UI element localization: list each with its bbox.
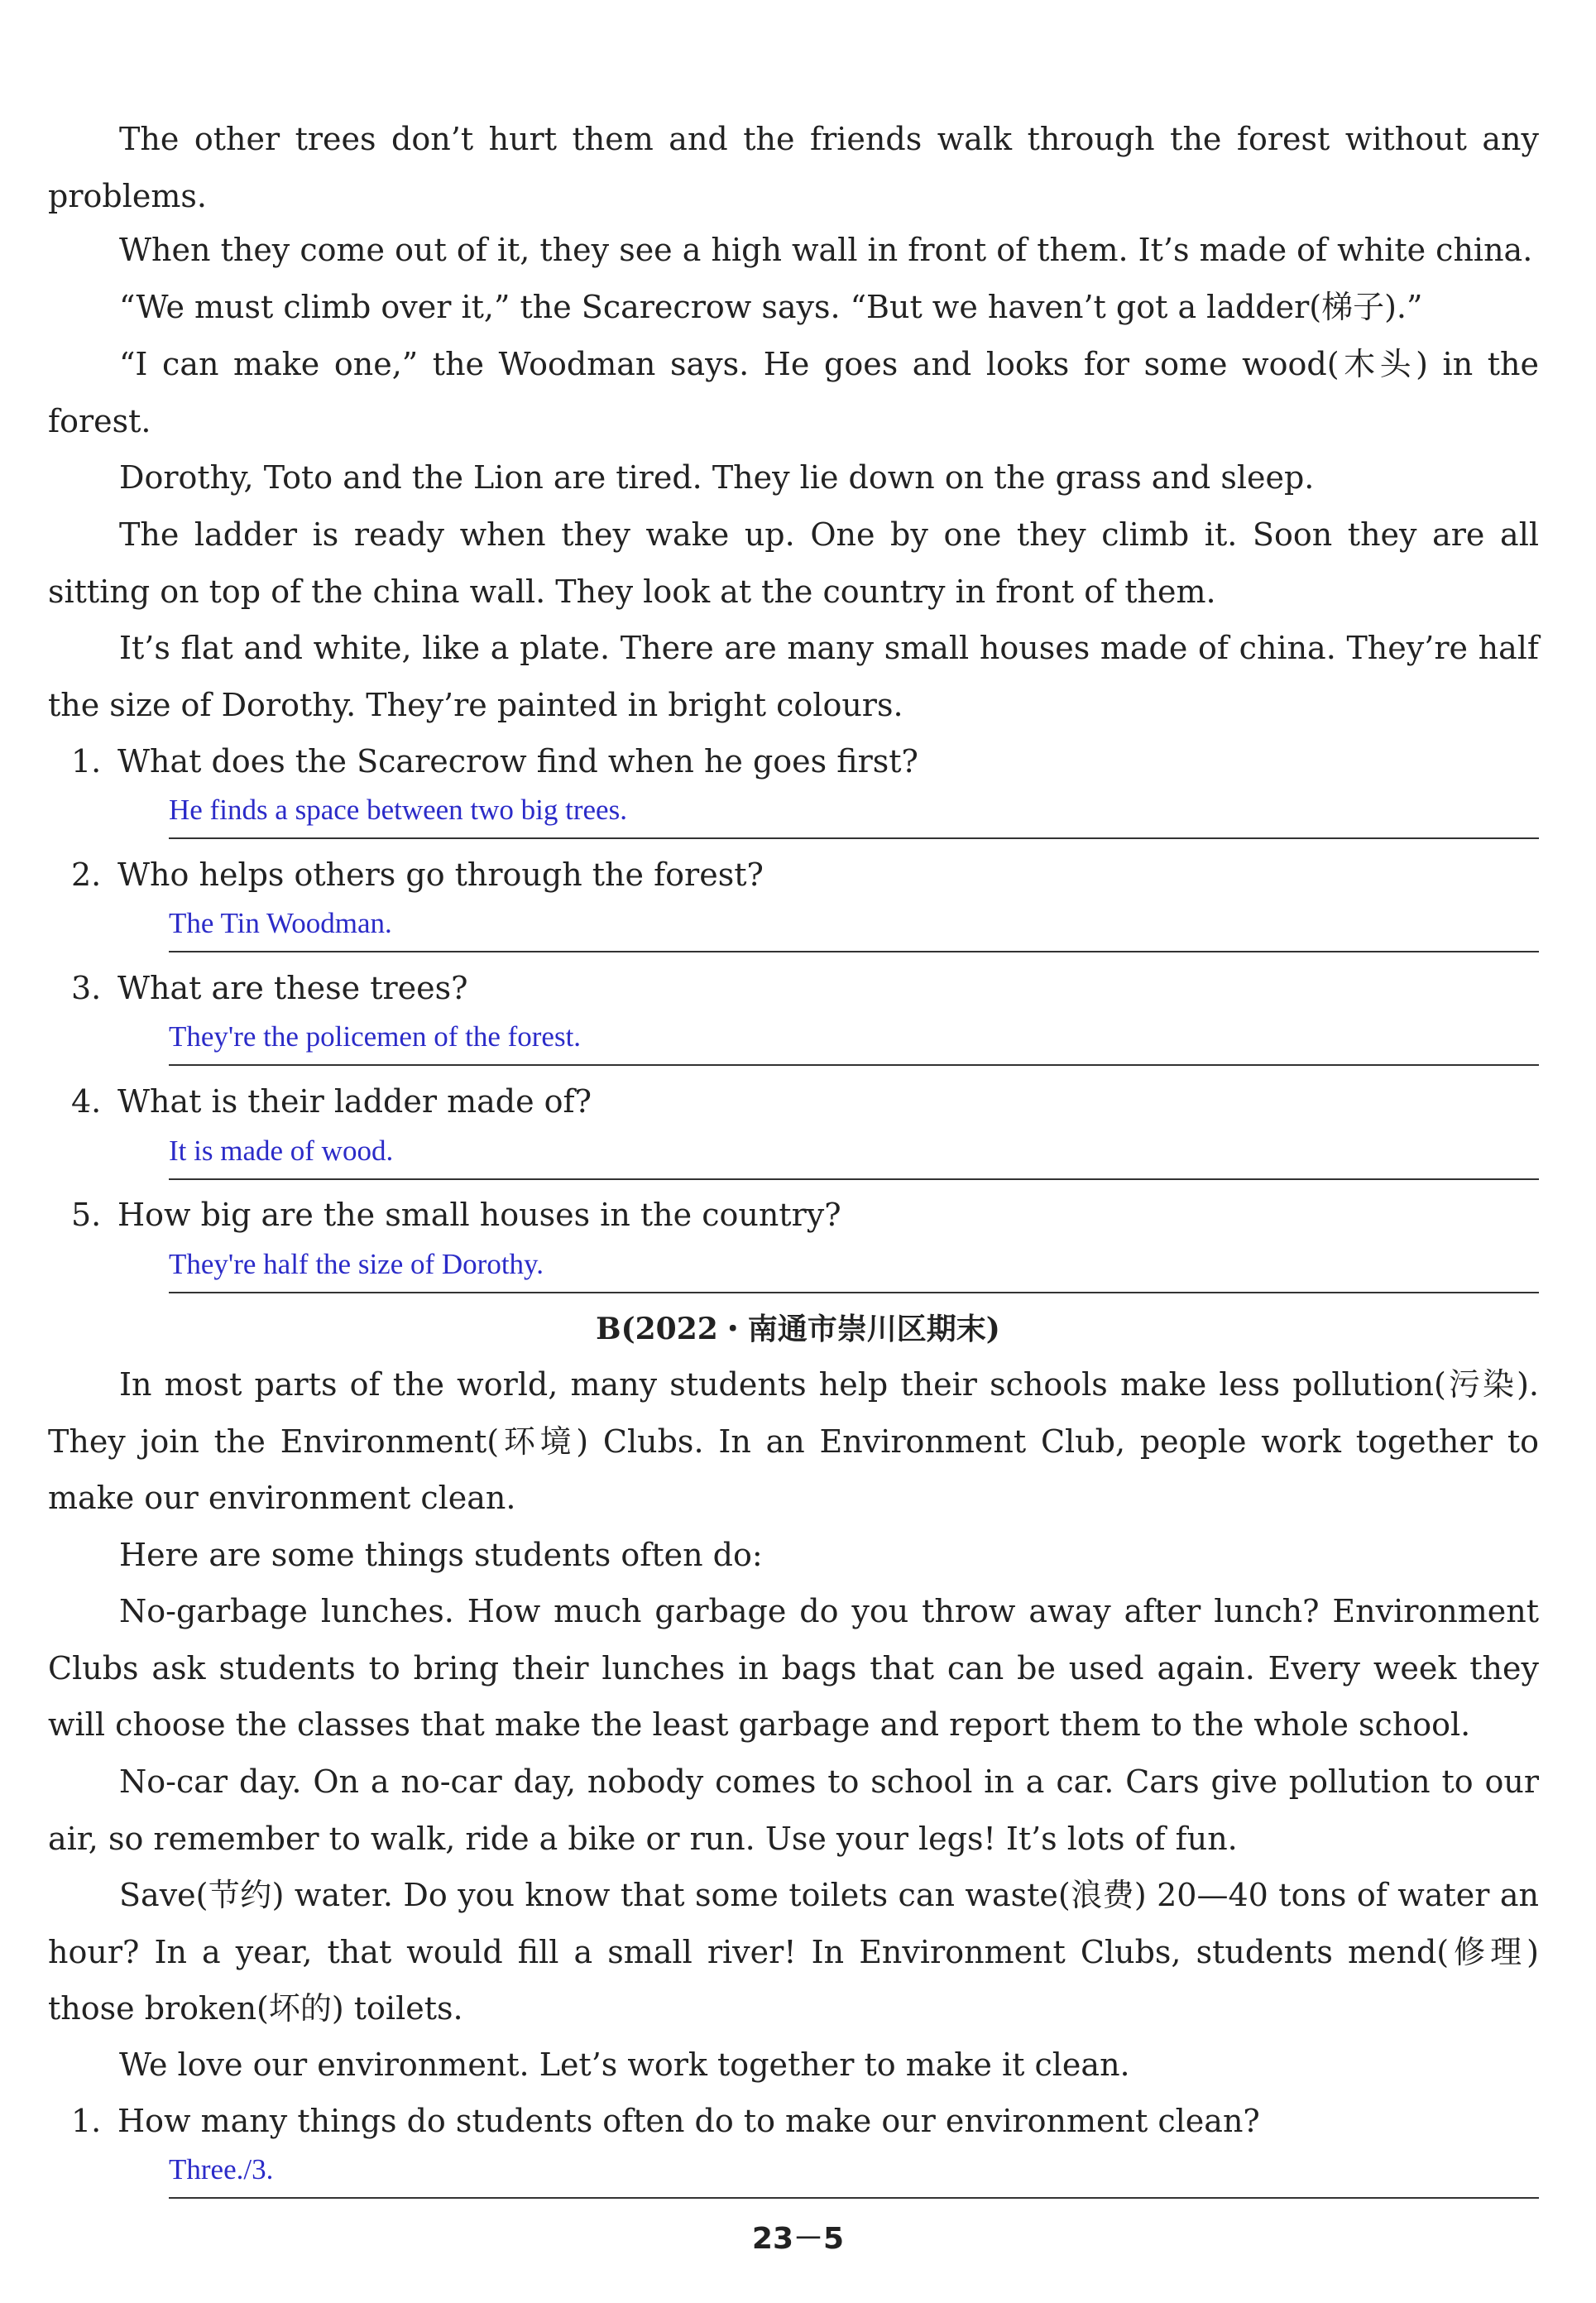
answer-line <box>169 1178 1539 1180</box>
answer-line <box>169 837 1539 839</box>
passage-paragraph: No-car day. On a no-car day, nobody comes to school in a car. Cars give pollution to our air, so remember to walk, ride a bike or run. Use your legs! It’s lots of fun. <box>48 1763 1539 1857</box>
answer-5[interactable]: They're half the size of Dorothy. <box>169 1248 544 1280</box>
question-b1: 1. How many things do students often do to make our environment clean? <box>71 2103 1260 2139</box>
question-4: 4. What is their ladder made of? <box>71 1083 592 1120</box>
story-paragraph: Dorothy, Toto and the Lion are tired. They lie down on the grass and sleep. <box>119 459 1315 496</box>
passage-paragraph: In most parts of the world, many students help their schools make less pollution(污染). They join the Environment(环境) Clubs. In an Environment Club, people work together to make our environment clean. <box>48 1366 1539 1516</box>
story-paragraph: “I can make one,” the Woodman says. He goes and looks for some wood(木头) in the forest. <box>48 346 1539 439</box>
passage-paragraph: Here are some things students often do: <box>119 1537 763 1573</box>
story-paragraph: The ladder is ready when they wake up. One by one they climb it. Soon they are all sitting on top of the china wall. They look at the country in front of them. <box>48 516 1539 610</box>
passage-paragraph: Save(节约) water. Do you know that some toilets can waste(浪费) 20—40 tons of water an hour? In a year, that would fill a small river! In Environment Clubs, students mend(修理) those broken(坏的) toilets. <box>48 1877 1539 2027</box>
passage-paragraph: We love our environment. Let’s work together to make it clean. <box>119 2046 1130 2083</box>
answer-b1[interactable]: Three./3. <box>169 2153 274 2185</box>
answer-line <box>169 951 1539 952</box>
answer-1[interactable]: He finds a space between two big trees. <box>169 794 627 826</box>
answer-line <box>169 1064 1539 1066</box>
answer-line <box>169 2197 1539 2199</box>
answer-2[interactable]: The Tin Woodman. <box>169 907 392 939</box>
question-5: 5. How big are the small houses in the country? <box>71 1197 841 1233</box>
answer-3[interactable]: They're the policemen of the forest. <box>169 1020 582 1053</box>
question-3: 3. What are these trees? <box>71 970 468 1006</box>
answer-4[interactable]: It is made of wood. <box>169 1135 394 1167</box>
passage-paragraph: No-garbage lunches. How much garbage do you throw away after lunch? Environment Clubs ask students to bring their lunches in bags that can be used again. Every week they will choose the classes that make the least garbage and report them to the whole school. <box>48 1593 1539 1743</box>
story-paragraph: When they come out of it, they see a high wall in front of them. It’s made of white china. <box>119 232 1533 268</box>
story-paragraph: “We must climb over it,” the Scarecrow says. “But we haven’t got a ladder(梯子).” <box>119 289 1423 325</box>
page-number: 23－5 <box>751 2222 845 2256</box>
question-1: 1. What does the Scarecrow find when he goes first? <box>71 743 918 780</box>
question-2: 2. Who helps others go through the forest? <box>71 856 764 893</box>
answer-line <box>169 1292 1539 1293</box>
section-b-heading: B(2022・南通市崇川区期末) <box>596 1312 1000 1346</box>
story-paragraph: It’s flat and white, like a plate. There are many small houses made of china. They’re half the size of Dorothy. They’re painted in bright colours. <box>48 630 1539 723</box>
story-paragraph: The other trees don’t hurt them and the friends walk through the forest without any problems. <box>48 121 1539 214</box>
